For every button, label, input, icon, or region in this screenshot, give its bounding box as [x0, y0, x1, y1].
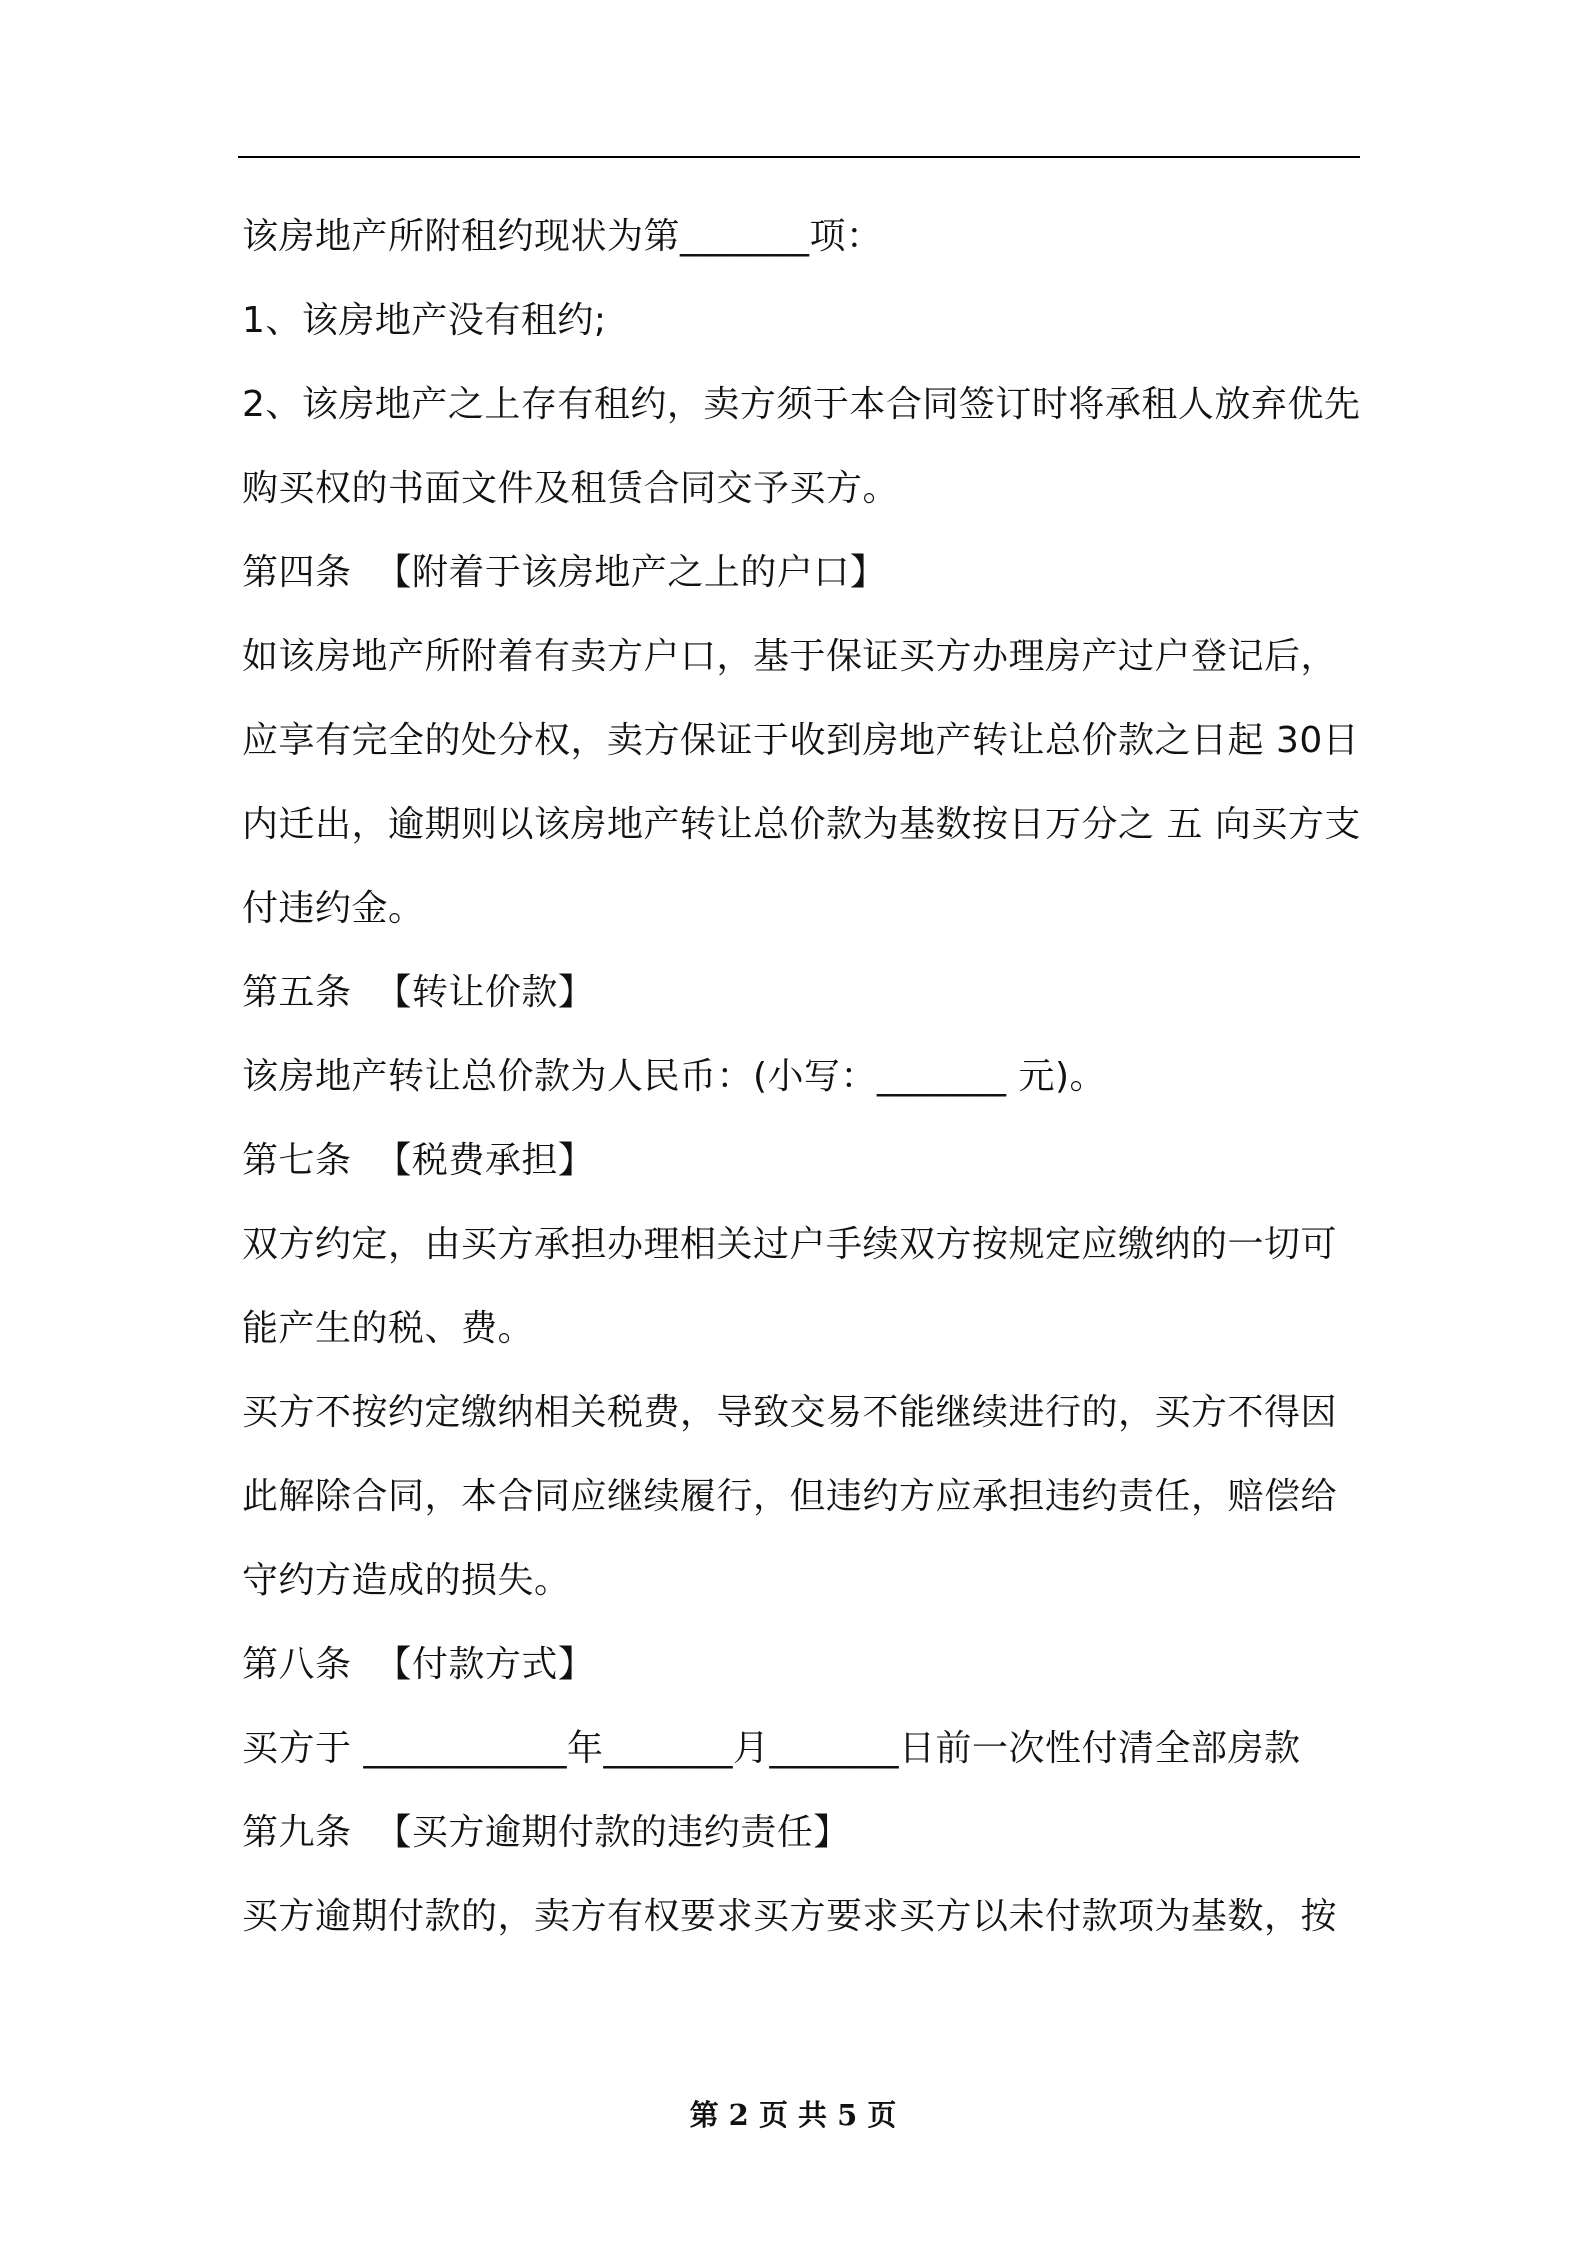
paragraph-late-payment: 买方逾期付款的，卖方有权要求买方要求买方以未付款项为基数，按 — [242, 1896, 1338, 1937]
paragraph-lease-status: 该房地产所附租约现状为第_______项： — [242, 216, 883, 257]
page-footer: 第 2 页 共 5 页 — [689, 2098, 897, 2132]
paragraph-no-lease: 1、该房地产没有租约; — [242, 300, 607, 341]
heading-article-4: 第四条 【附着于该房地产之上的户口】 — [242, 552, 887, 593]
paragraph-household-registration: 如该房地产所附着有卖方户口，基于保证买方办理房产过户登记后，应享有完全的处分权，卖方保证于收到房地产转让总价款之日起 30日内迁出，逾期则以该房地产转让总价款为基数按日万分之 五 向买方支付违约金。 — [242, 636, 1361, 929]
heading-article-7: 第七条 【税费承担】 — [242, 1140, 595, 1181]
heading-article-9: 第九条 【买方逾期付款的违约责任】 — [242, 1812, 850, 1853]
document-body — [242, 195, 1362, 1959]
header-rule — [238, 156, 1360, 158]
paragraph-payment-method: 买方于 ___________年_______月_______日前一次性付清全部房款 — [242, 1728, 1301, 1769]
heading-article-5: 第五条 【转让价款】 — [242, 972, 595, 1013]
paragraph-existing-lease: 2、该房地产之上存有租约，卖方须于本合同签订时将承租人放弃优先购买权的书面文件及租赁合同交予买方。 — [242, 384, 1361, 509]
heading-article-8: 第八条 【付款方式】 — [242, 1644, 595, 1685]
paragraph-tax-agreement: 双方约定，由买方承担办理相关过户手续双方按规定应缴纳的一切可能产生的税、费。 — [242, 1224, 1338, 1349]
paragraph-total-price: 该房地产转让总价款为人民币：(小写：_______ 元)。 — [242, 1056, 1107, 1097]
paragraph-tax-default: 买方不按约定缴纳相关税费，导致交易不能继续进行的，买方不得因此解除合同，本合同应继续履行，但违约方应承担违约责任，赔偿给守约方造成的损失。 — [242, 1392, 1338, 1601]
